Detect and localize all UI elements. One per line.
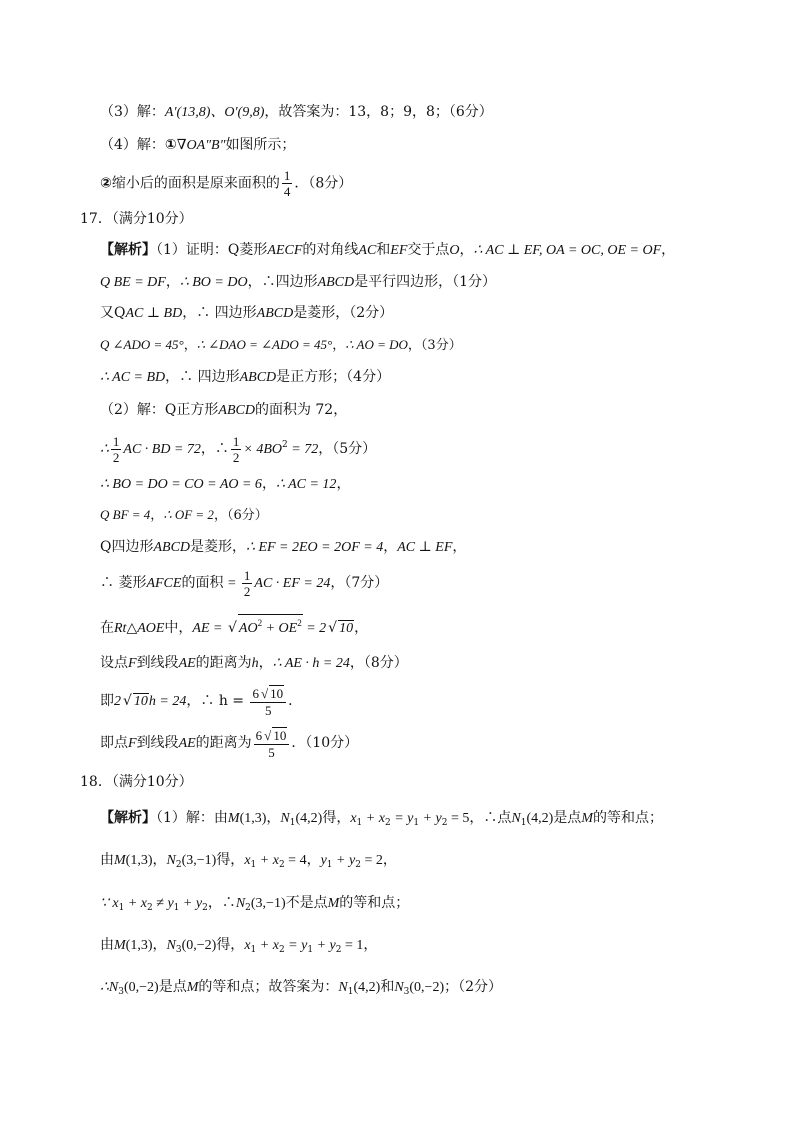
math-expr: ∇OA″B″ xyxy=(176,138,226,153)
text: ，故答案为：13，8；9，8；（6分） xyxy=(264,104,493,120)
circled-two-marker: ② xyxy=(100,175,112,192)
subscript: 2 xyxy=(147,903,153,913)
q17-line-1 xyxy=(100,240,675,261)
text: ， xyxy=(332,338,346,353)
math-expr: 6 xyxy=(255,727,263,743)
text: 是菱形， xyxy=(190,539,247,555)
radicand: 10 xyxy=(133,694,148,709)
q17-line-5 xyxy=(100,367,390,388)
math-expr: (4,2) xyxy=(526,811,554,826)
text: （1）解：由 xyxy=(156,810,228,826)
denominator: 2 xyxy=(112,449,120,465)
text: ，∴ 四边形 xyxy=(182,305,257,321)
math-expr: + x xyxy=(256,853,279,868)
math-expr: (1,3) xyxy=(125,938,153,953)
fraction-one-half xyxy=(231,434,242,465)
math-expr: AFCE xyxy=(146,576,182,591)
radical-sign: √ xyxy=(227,620,237,636)
radicand: 10 xyxy=(270,685,284,701)
math-expr: ∴ AC = BD xyxy=(100,370,166,385)
math-expr: N xyxy=(235,896,246,911)
text: 是点 xyxy=(158,979,187,995)
q16-part4-line xyxy=(100,135,295,156)
text: 的等和点；故答案为： xyxy=(198,979,339,995)
numerator: 1 xyxy=(243,567,251,583)
subscript: 1 xyxy=(250,945,257,955)
math-expr: AECF xyxy=(267,243,303,258)
q17-line-10 xyxy=(100,537,466,558)
math-expr: ∴ ∠DAO = ∠ADO = 45° xyxy=(196,337,333,352)
math-expr: AE xyxy=(178,736,196,751)
q17-line-6 xyxy=(100,400,347,421)
text: ；（2分） xyxy=(444,979,503,995)
subscript: 1 xyxy=(356,818,363,828)
math-expr: (4,2) xyxy=(353,980,381,995)
text: 不是点 xyxy=(285,895,328,911)
text: 交于点 xyxy=(407,242,450,258)
q16-part4-area-line xyxy=(100,168,352,199)
math-expr: AE = xyxy=(192,621,226,636)
text: 的等和点； xyxy=(592,810,663,826)
text: ， xyxy=(183,338,197,353)
text: ，∴ xyxy=(200,441,229,457)
text: 的对角线 xyxy=(302,242,359,258)
math-expr: y xyxy=(320,853,327,868)
subscript: 2 xyxy=(202,903,208,913)
subscript: 3 xyxy=(403,987,410,997)
text: ， xyxy=(165,274,180,290)
numerator xyxy=(254,727,290,745)
math-expr: + y xyxy=(332,853,356,868)
math-expr: = 1 xyxy=(341,938,364,953)
text: 由 xyxy=(100,937,114,953)
text: 的面积 xyxy=(181,575,224,591)
text: 即点 xyxy=(100,735,128,751)
math-expr: M xyxy=(327,896,340,911)
text: ， xyxy=(661,242,676,258)
text: ， xyxy=(354,620,369,636)
math-expr: M xyxy=(114,853,126,868)
text: ， xyxy=(459,242,474,258)
math-expr: A′(13,8)、O′(9,8) xyxy=(164,105,265,120)
text: Q菱形 xyxy=(227,242,268,258)
text: 的距离为 xyxy=(195,655,252,671)
text: 和 xyxy=(380,979,395,995)
math-expr: + x xyxy=(124,896,148,911)
radicand: 10 xyxy=(273,727,287,743)
subscript: 1 xyxy=(307,945,314,955)
math-expr: + OE xyxy=(262,621,298,636)
superscript: 2 xyxy=(257,618,263,628)
radical-sign: √ xyxy=(123,693,132,709)
math-expr: N xyxy=(108,980,119,995)
text: 是菱形，（2分） xyxy=(293,305,394,321)
text: ， xyxy=(152,937,167,953)
text: 和 xyxy=(376,242,391,258)
q17-line-13 xyxy=(100,653,408,674)
text: 到线段 xyxy=(136,655,179,671)
numerator: 1 xyxy=(232,433,240,449)
math-expr: (0,−2) xyxy=(409,980,445,995)
text: ，（3分） xyxy=(407,338,462,353)
subscript: 1 xyxy=(250,860,257,870)
math-expr: = xyxy=(223,576,240,591)
subscript: 1 xyxy=(118,903,125,913)
text: ．（10分） xyxy=(291,735,359,751)
text: ，（8分） xyxy=(349,655,408,671)
q17-line-2 xyxy=(100,272,496,293)
math-expr: ∴ xyxy=(100,442,109,457)
math-expr: x xyxy=(350,811,357,826)
text: ，∴四边形 xyxy=(247,274,318,290)
subscript: 1 xyxy=(520,818,527,828)
math-expr: O xyxy=(449,243,460,258)
text: 即 xyxy=(100,693,114,709)
text: ， xyxy=(152,852,167,868)
text: ． xyxy=(288,693,303,709)
text: ， xyxy=(266,810,281,826)
text: ， xyxy=(336,476,351,492)
math-expr: Rt△AOE xyxy=(114,621,165,636)
math-expr: (0,−2) xyxy=(181,938,217,953)
math-expr: + y xyxy=(179,896,203,911)
math-expr: AC · EF = 24 xyxy=(254,576,331,591)
math-expr: 6 xyxy=(252,685,259,701)
math-expr: = 72 xyxy=(287,442,319,457)
text: 的距离为 xyxy=(195,735,252,751)
math-expr: F xyxy=(128,736,137,751)
math-expr: + y xyxy=(313,938,336,953)
denominator: 5 xyxy=(268,744,275,760)
math-expr: N xyxy=(394,980,404,995)
subscript: 1 xyxy=(173,903,180,913)
math-expr: M xyxy=(114,938,126,953)
q17-line-4 xyxy=(100,335,462,356)
radical-sign: √ xyxy=(328,620,338,636)
numerator: 1 xyxy=(112,433,120,449)
math-expr: ≠ y xyxy=(152,896,174,911)
math-expr: N xyxy=(166,938,176,953)
fraction-one-half xyxy=(111,434,122,465)
text: 是平行四边形，（1分） xyxy=(354,274,497,290)
text: 得， xyxy=(322,810,351,826)
math-expr: N xyxy=(166,853,176,868)
text: Q四边形 xyxy=(100,539,154,555)
math-expr: ∴ BO = DO = CO = AO = 6 xyxy=(100,477,262,492)
text: ，∴ h = xyxy=(186,693,249,709)
q18-line-4 xyxy=(100,935,377,960)
text: 中， xyxy=(164,620,193,636)
text: （2）解：Q正方形 xyxy=(100,402,219,418)
denominator: 5 xyxy=(265,702,272,718)
text: ．（8分） xyxy=(294,175,353,192)
superscript: 2 xyxy=(297,618,302,628)
q18-line-3 xyxy=(100,893,409,918)
subscript: 2 xyxy=(278,860,285,870)
math-expr: = 4 xyxy=(284,853,307,868)
math-expr: N xyxy=(280,811,290,826)
text: ， xyxy=(382,852,397,868)
q17-line-8 xyxy=(100,474,350,495)
math-expr: N xyxy=(338,980,348,995)
radical-sign: √ xyxy=(264,727,272,743)
text: ∴ 菱形 xyxy=(100,575,147,591)
math-expr: Q ∠ADO = 45° xyxy=(100,337,184,352)
subscript: 1 xyxy=(347,987,354,997)
text: 设点 xyxy=(100,655,128,671)
math-expr: AO xyxy=(238,621,258,636)
q17-line-14 xyxy=(100,682,302,721)
text: 又Q xyxy=(100,305,126,321)
text: ， xyxy=(452,539,467,555)
text: ，（7分） xyxy=(330,575,389,591)
text: ， xyxy=(261,476,276,492)
fraction-distance xyxy=(254,727,290,760)
fraction-h-value xyxy=(250,685,286,718)
math-expr: ∵ x xyxy=(100,896,119,911)
math-expr: ∴ AC = 12 xyxy=(275,477,337,492)
math-expr: + x xyxy=(362,811,385,826)
q17-line-9 xyxy=(100,505,268,526)
q17-line-12 xyxy=(100,614,368,642)
q18-heading: 18．（满分10分） xyxy=(80,774,193,790)
subscript: 2 xyxy=(335,945,342,955)
math-expr: = 2 xyxy=(302,621,327,636)
text: 到线段 xyxy=(136,735,179,751)
q17-heading: 17．（满分10分） xyxy=(80,211,193,227)
subscript: 2 xyxy=(384,818,391,828)
q17-line-3 xyxy=(100,303,393,324)
fraction-one-half xyxy=(242,568,253,599)
text: 得， xyxy=(216,937,245,953)
math-expr: ∴ OF = 2 xyxy=(163,507,214,522)
subscript: 2 xyxy=(441,818,448,828)
math-expr: + y xyxy=(419,811,442,826)
math-expr: h = 24 xyxy=(148,694,187,709)
text: 缩小后的面积是原来面积的 xyxy=(111,175,280,192)
math-expr: = 5 xyxy=(447,811,470,826)
subscript: 1 xyxy=(413,818,420,828)
math-expr: N xyxy=(511,811,521,826)
math-expr: (0,−2) xyxy=(124,980,159,995)
text: 是正方形；（4分） xyxy=(276,369,391,385)
part-label: （4）解： xyxy=(100,137,165,153)
text: ， xyxy=(258,655,273,671)
subscript: 2 xyxy=(175,860,182,870)
q17-line-15 xyxy=(100,724,358,763)
text: 在 xyxy=(100,620,114,636)
denominator: 2 xyxy=(232,449,240,465)
math-expr: M xyxy=(227,811,240,826)
text: ， xyxy=(150,508,164,523)
subscript: 3 xyxy=(175,945,182,955)
math-expr: ABCD xyxy=(239,370,277,385)
math-expr: ∴ xyxy=(100,980,109,995)
text: 如图所示； xyxy=(225,137,296,153)
text: ，（6分） xyxy=(213,508,268,523)
math-expr: M xyxy=(581,811,593,826)
subscript: 1 xyxy=(326,860,333,870)
math-expr: AC xyxy=(358,243,377,258)
text: ， xyxy=(383,539,398,555)
fraction-one-fourth xyxy=(282,168,293,199)
math-expr: (1,3) xyxy=(239,811,267,826)
text: ，∴ xyxy=(207,895,236,911)
q17-line-7 xyxy=(100,428,376,467)
text: 是点 xyxy=(553,810,582,826)
radicand: 10 xyxy=(339,621,354,636)
math-expr: AC ⊥ EF xyxy=(397,540,453,555)
math-expr: ∴ AO = DO xyxy=(345,337,408,352)
analysis-label: 【解析】 xyxy=(100,242,156,258)
text: ， xyxy=(306,852,321,868)
math-expr: EF xyxy=(390,243,408,258)
math-expr: AC ⊥ BD xyxy=(125,306,183,321)
subscript: 2 xyxy=(355,860,361,870)
text: 由 xyxy=(100,852,114,868)
math-expr: ABCD xyxy=(218,403,255,418)
q18-line-5 xyxy=(100,977,502,1002)
math-expr: ABCD xyxy=(317,275,355,290)
text: ，（5分） xyxy=(318,441,377,457)
text: （1）证明： xyxy=(156,242,228,258)
math-expr: x xyxy=(244,853,251,868)
math-expr: h xyxy=(251,656,259,671)
radical-sign: √ xyxy=(260,685,269,701)
math-expr: (3,−1) xyxy=(181,853,217,868)
text: ， xyxy=(363,937,378,953)
q18-line-2 xyxy=(100,850,397,875)
math-expr: ∴ AC ⊥ EF, OA = OC, OE = OF xyxy=(473,243,662,258)
math-expr: x xyxy=(244,938,251,953)
part-label: （3）解： xyxy=(100,104,165,120)
math-expr: + x xyxy=(256,938,279,953)
math-expr: ∴ EF = 2EO = 2OF = 4 xyxy=(246,540,384,555)
math-expr: (4,2) xyxy=(295,811,323,826)
math-expr: (3,−1) xyxy=(250,896,286,911)
math-expr: (1,3) xyxy=(125,853,153,868)
text: ，∴ 四边形 xyxy=(165,369,240,385)
text: ，∴点 xyxy=(469,810,512,826)
subscript: 2 xyxy=(278,945,285,955)
math-expr: F xyxy=(128,656,137,671)
math-expr: × 4BO xyxy=(243,442,283,457)
math-expr: = 2 xyxy=(360,853,383,868)
denominator: 2 xyxy=(243,583,251,599)
numerator: 1 xyxy=(283,168,291,183)
q17-line-11 xyxy=(100,566,388,601)
math-expr: = y xyxy=(390,811,414,826)
text: 的等和点； xyxy=(339,895,410,911)
math-expr: ABCD xyxy=(153,540,191,555)
math-expr: Q BF = 4 xyxy=(100,507,151,522)
superscript: 2 xyxy=(282,440,288,450)
math-expr: AC · BD = 72 xyxy=(123,442,201,457)
analysis-label: 【解析】 xyxy=(100,810,156,826)
q16-part3-line xyxy=(100,102,493,123)
math-expr: = y xyxy=(284,938,308,953)
text: 的面积为 72， xyxy=(254,402,348,418)
q18-line-1 xyxy=(100,808,663,833)
math-expr: ∴ AE · h = 24 xyxy=(272,656,350,671)
numerator xyxy=(250,685,286,703)
math-expr: ABCD xyxy=(256,306,294,321)
subscript: 3 xyxy=(118,987,124,997)
math-expr: 2 xyxy=(114,694,121,709)
math-expr: ∴ BO = DO xyxy=(179,275,248,290)
text: 得， xyxy=(216,852,245,868)
subscript: 2 xyxy=(245,903,251,913)
circled-one-marker: ① xyxy=(164,137,177,153)
radicand xyxy=(238,614,303,637)
math-expr: AE xyxy=(178,656,196,671)
subscript: 1 xyxy=(289,818,296,828)
denominator: 4 xyxy=(283,184,291,199)
math-expr: Q BE = DF xyxy=(100,275,166,290)
math-expr: M xyxy=(186,980,199,995)
